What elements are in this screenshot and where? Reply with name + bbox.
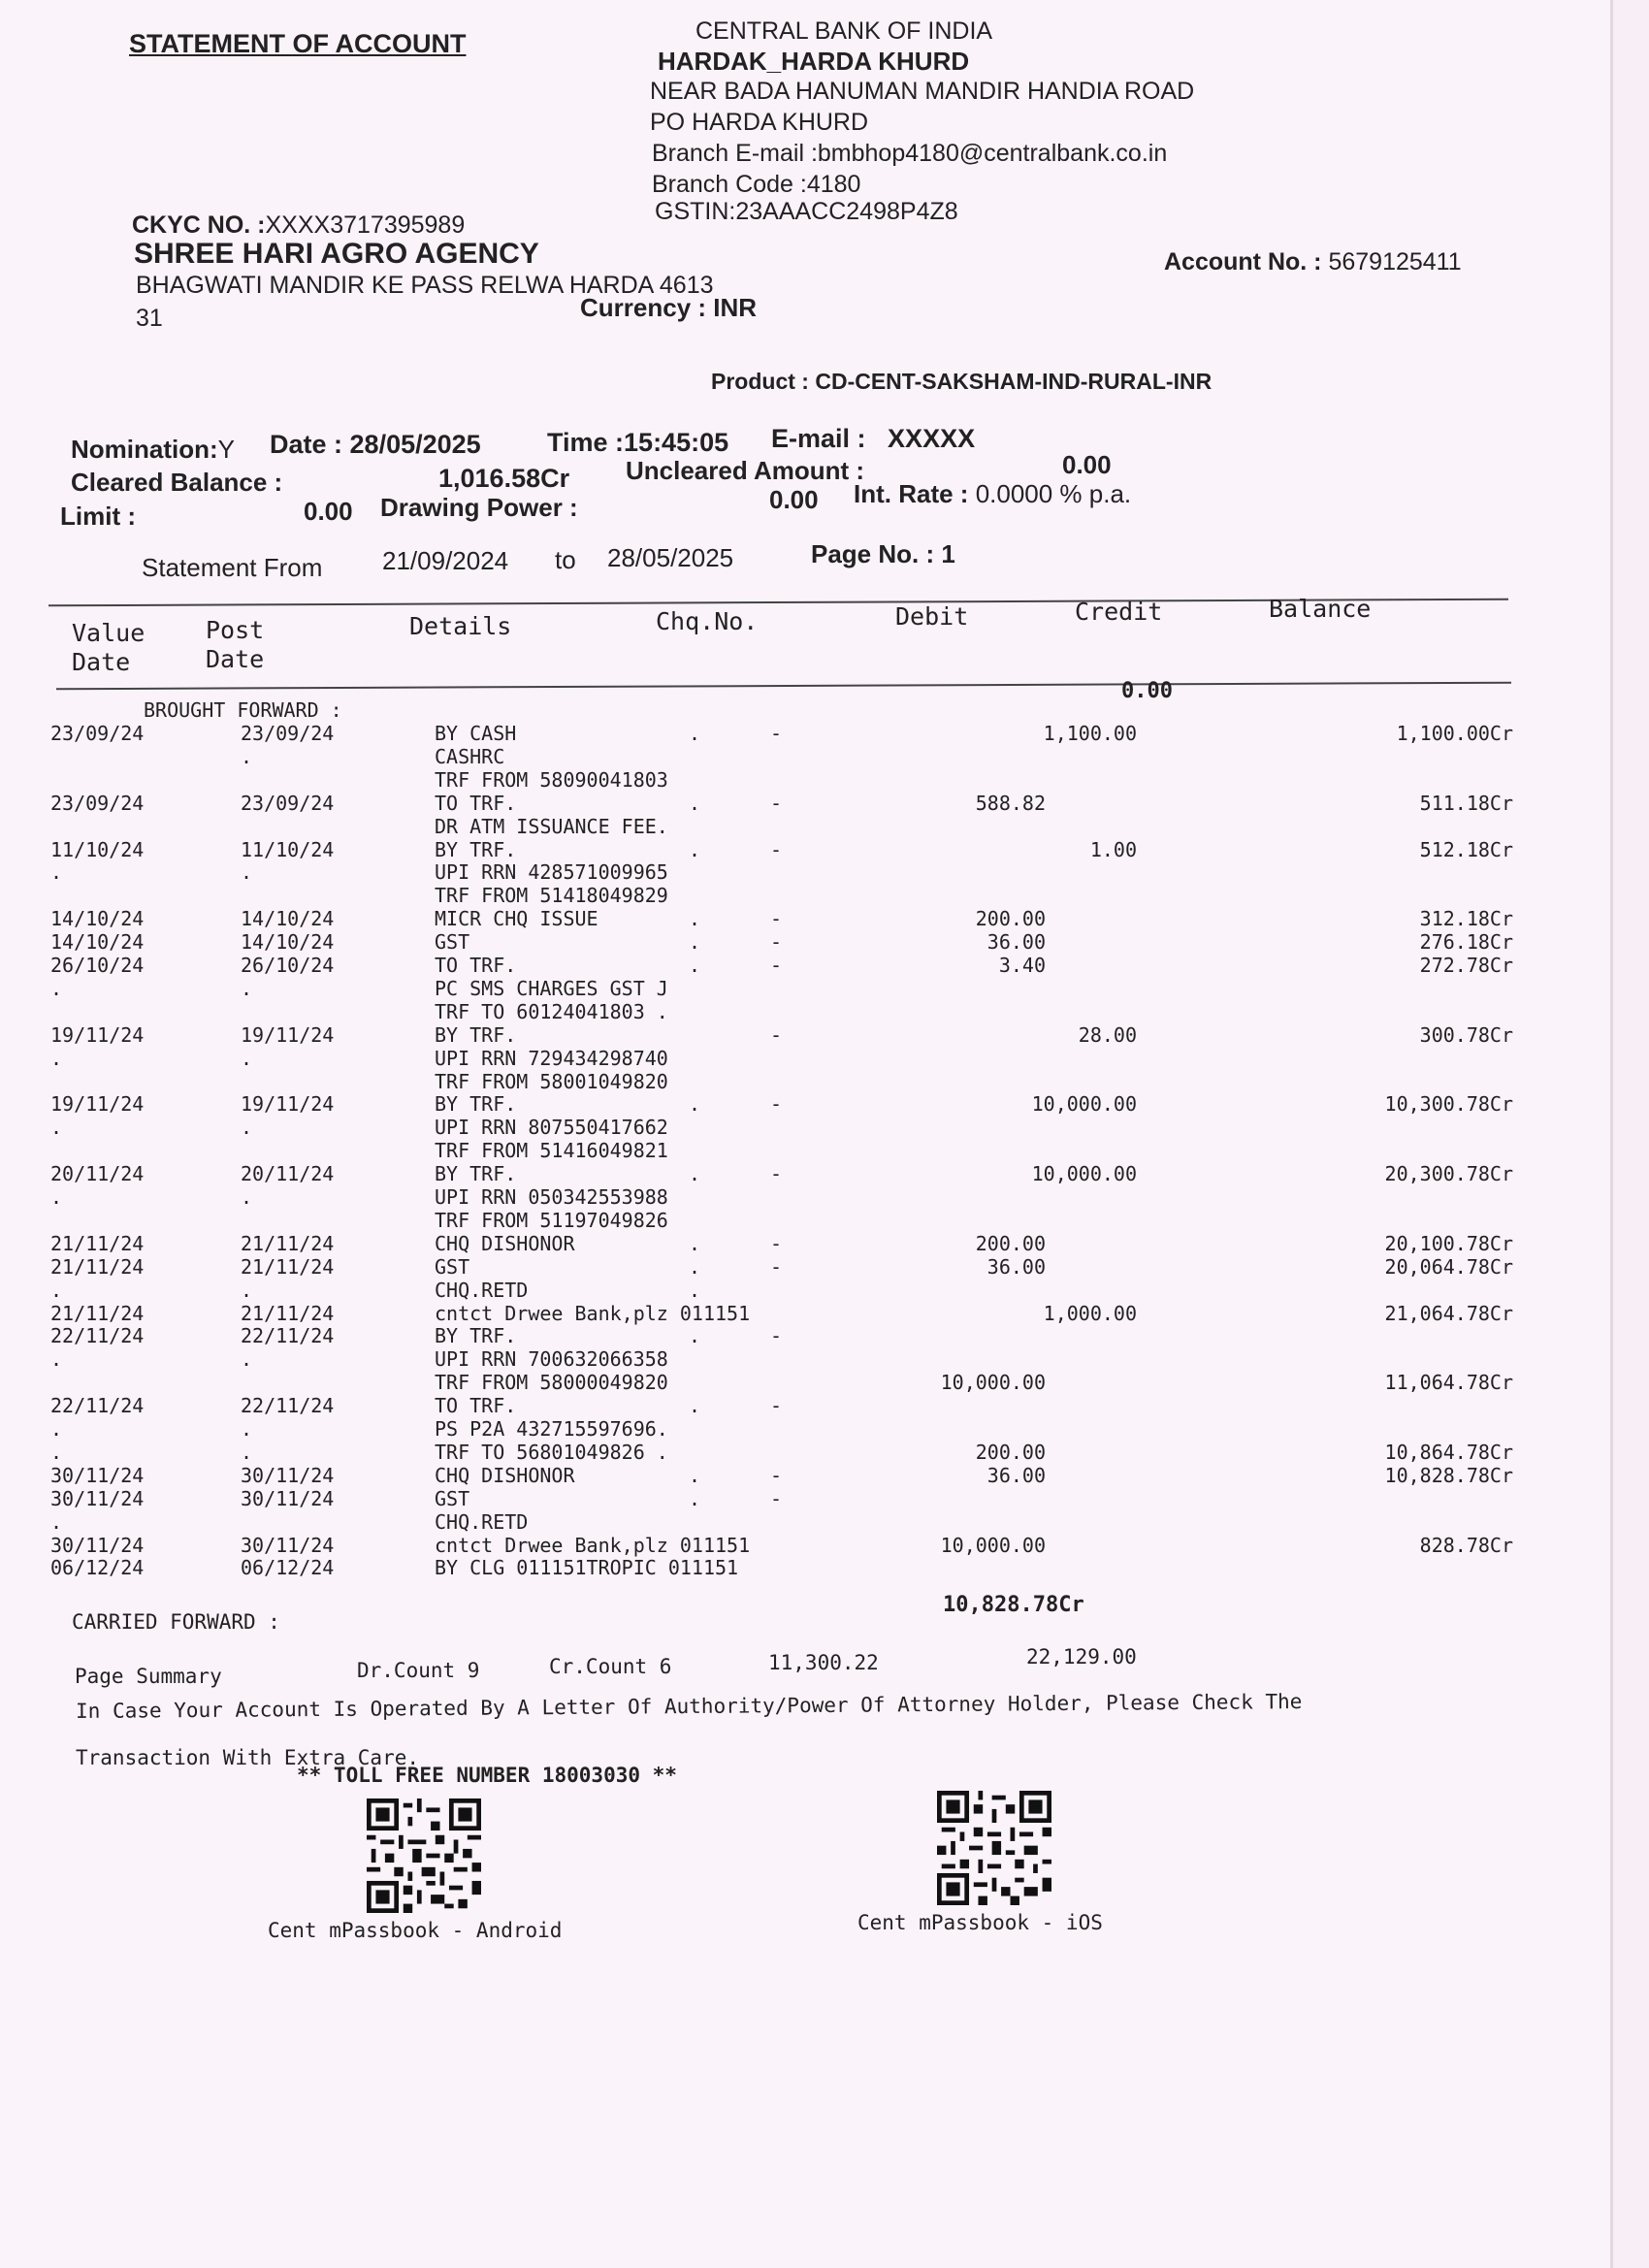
cell-value-date: 19/11/24 [50,1092,145,1117]
cell-post-date: 22/11/24 [241,1394,335,1418]
cell-details: BY TRF. [435,1324,517,1348]
cell-post-date: 14/10/24 [241,930,335,955]
cell-details: UPI RRN 729434298740 [435,1046,668,1070]
cell-value-date: 21/11/24 [50,1231,145,1255]
cell-chq-no: - [770,1092,783,1117]
cell-details: TRF FROM 51418049829 [435,884,668,908]
cell-details: cntct Drwee Bank,plz 011151 [435,1533,751,1557]
cell-details: BY TRF. [435,1092,517,1117]
table-row [0,976,1610,1000]
cell-debit: 36.00 [986,1463,1046,1487]
cell-debit: 3.40 [998,954,1046,977]
table-row [0,954,1610,977]
cell-value-date: 23/09/24 [50,722,145,745]
currency-label: Currency : [580,293,707,322]
cell-balance: 511.18Cr [1419,791,1513,815]
cell-details: TO TRF. [435,954,517,977]
cell-details: TRF TO 60124041803 . [435,999,668,1023]
col-post-date-1: Post [206,616,265,644]
cell-details: UPI RRN 050342553988 [435,1185,668,1209]
statement-to-label: to [555,545,576,574]
limit-value: 0.00 [304,497,353,526]
table-row [0,744,1610,768]
cell-value-date: 06/12/24 [50,1556,145,1580]
cell-chq-no: - [770,930,783,955]
cell-value-date: 14/10/24 [50,930,145,955]
cell-post-date: 14/10/24 [241,907,335,931]
cell-dot: . [689,1394,701,1418]
cell-details: BY TRF. [435,837,517,861]
cell-details: BY TRF. [435,1022,517,1047]
cell-chq-no: - [770,954,783,977]
cell-value-date: 30/11/24 [50,1463,145,1487]
cell-debit: 36.00 [986,1254,1046,1279]
cell-post-date: 30/11/24 [241,1533,335,1557]
notice-line-2: Transaction With Extra Care. [76,1746,420,1769]
cell-value-date: . [50,1440,63,1464]
cell-chq-no: - [770,907,783,931]
cell-balance: 312.18Cr [1419,907,1513,931]
brought-forward-label: BROUGHT FORWARD : [144,698,342,722]
table-row [0,1394,1610,1418]
product-value: CD-CENT-SAKSHAM-IND-RURAL-INR [815,369,1212,394]
cell-chq-no: - [770,1486,783,1510]
table-row [0,1092,1610,1117]
account-value: 5679125411 [1328,248,1462,275]
cell-credit: 1.00 [1089,837,1137,861]
cell-value-date: 21/11/24 [50,1301,145,1325]
qr-android-label: Cent mPassbook - Android [268,1919,563,1942]
table-row [0,1022,1610,1047]
cell-post-date: . [241,1046,253,1070]
cell-post-date: 20/11/24 [241,1162,335,1186]
email [771,424,975,454]
int-rate-value: 0.0000 % p.a. [975,479,1132,508]
cell-value-date: 21/11/24 [50,1254,145,1279]
table-row [0,1162,1610,1186]
cell-value-date: 19/11/24 [50,1022,145,1047]
cell-post-date: 30/11/24 [241,1486,335,1510]
ckyc-value: XXXX3717395989 [265,211,466,239]
qr-ios-label: Cent mPassbook - iOS [857,1911,1103,1934]
cell-balance: 10,828.78Cr [1384,1463,1513,1487]
cell-details: CHQ DISHONOR [435,1231,575,1255]
cell-balance: 11,064.78Cr [1384,1371,1513,1395]
cell-dot: . [689,954,701,977]
cell-debit: 36.00 [986,930,1046,955]
cell-dot: . [689,930,701,955]
cell-value-date: 14/10/24 [50,907,145,931]
product [711,369,1212,395]
cell-chq-no: - [770,1394,783,1418]
uncleared-amount-label: Uncleared Amount : [626,456,865,485]
date-label: Date : [270,430,343,459]
table-header-rule [56,682,1511,691]
col-debit: Debit [895,602,969,631]
table-row [0,907,1610,931]
cell-details: PC SMS CHARGES GST J [435,976,668,1000]
cell-details: TRF FROM 51197049826 [435,1208,668,1232]
cell-post-date: . [241,1278,253,1302]
cell-details: GST [435,930,470,955]
cell-credit: 10,000.00 [1031,1162,1137,1186]
cell-post-date: 11/10/24 [241,837,335,861]
cell-post-date: 19/11/24 [241,1092,335,1117]
cell-debit: 10,000.00 [940,1371,1046,1395]
cell-value-date: 22/11/24 [50,1394,145,1418]
cell-details: UPI RRN 428571009965 [435,860,668,885]
col-post-date-2: Date [206,645,265,673]
carried-forward-value: 10,828.78Cr [943,1593,1084,1617]
cell-value-date: . [50,1116,63,1140]
cell-debit: 588.82 [975,791,1046,815]
cell-details: PS P2A 432715597696. [435,1417,668,1441]
cell-value-date: 20/11/24 [50,1162,145,1186]
cell-post-date: 23/09/24 [241,791,335,815]
table-row [0,1116,1610,1140]
table-row [0,1069,1610,1093]
cell-dot: . [689,1254,701,1279]
cell-value-date: . [50,1347,63,1372]
nomination [71,435,235,465]
cell-credit: 10,000.00 [1031,1092,1137,1117]
cell-details: TRF FROM 58001049820 [435,1069,668,1093]
cleared-balance-label: Cleared Balance : [71,468,283,497]
table-row [0,1440,1610,1464]
cell-details: CHQ DISHONOR [435,1463,575,1487]
table-row [0,1231,1610,1255]
cell-credit: 1,000.00 [1043,1301,1137,1325]
bank-name: CENTRAL BANK OF INDIA [695,17,993,45]
notice-line-1: In Case Your Account Is Operated By A Letter Of Authority/Power Of Attorney Holder, Please Check The [76,1690,1303,1723]
cell-details: BY CASH [435,722,517,745]
cell-chq-no: - [770,791,783,815]
table-row [0,1324,1610,1348]
col-credit: Credit [1075,598,1163,626]
branch-name: HARDAK_HARDA KHURD [658,47,970,76]
table-row [0,1417,1610,1441]
table-row [0,1486,1610,1510]
col-value-date-2: Date [72,648,131,676]
table-row [0,1254,1610,1279]
date-value: 28/05/2025 [349,430,481,459]
branch-address-1: NEAR BADA HANUMAN MANDIR HANDIA ROAD [650,78,1195,105]
table-row [0,722,1610,745]
cell-chq-no: - [770,837,783,861]
cell-post-date: . [241,1417,253,1441]
interest-rate [854,479,1131,509]
cell-details: TRF FROM 51416049821 [435,1139,668,1163]
cell-post-date: 30/11/24 [241,1463,335,1487]
drawing-power-value: 0.00 [769,485,819,514]
cell-value-date: . [50,1509,63,1534]
cell-dot: . [689,1278,701,1302]
cell-details: TO TRF. [435,791,517,815]
currency [580,293,757,323]
cell-debit: 200.00 [975,1440,1046,1464]
cell-post-date: . [241,1185,253,1209]
branch-gstin: GSTIN:23AAACC2498P4Z8 [655,198,958,225]
cell-chq-no: - [770,1022,783,1047]
customer-address-2: 31 [136,305,163,332]
cell-post-date: . [241,976,253,1000]
statement-from-label: Statement From [142,553,323,582]
cell-post-date: . [241,1116,253,1140]
col-value-date-1: Value [72,619,146,647]
dr-count: Dr.Count 9 [357,1659,480,1682]
col-chq-no: Chq.No. [656,607,759,635]
cell-dot: . [689,1463,701,1487]
account-label: Account No. : [1164,248,1322,275]
cell-chq-no: - [770,722,783,745]
cell-details: GST [435,1486,470,1510]
cell-credit: 1,100.00 [1043,722,1137,745]
statement-date [270,430,481,460]
currency-value: INR [713,293,758,322]
branch-address-2: PO HARDA KHURD [650,109,869,136]
statement-to-date: 28/05/2025 [607,543,734,572]
cell-balance: 20,064.78Cr [1384,1254,1513,1279]
page-summary-label: Page Summary [75,1665,222,1688]
qr-code-android [367,1798,481,1913]
cell-chq-no: - [770,1324,783,1348]
table-row [0,1371,1610,1395]
cell-dot: . [689,907,701,931]
cell-balance: 1,100.00Cr [1396,722,1513,745]
cell-chq-no: - [770,1254,783,1279]
cell-dot: . [689,1324,701,1348]
carried-forward-label: CARRIED FORWARD : [72,1610,280,1634]
statement-title: STATEMENT OF ACCOUNT [129,29,467,58]
table-row [0,837,1610,861]
table-row [0,1139,1610,1163]
cell-balance: 10,864.78Cr [1384,1440,1513,1464]
cell-details: CHQ.RETD [435,1278,529,1302]
cell-post-date: . [241,1440,253,1464]
credit-total: 22,129.00 [1026,1645,1137,1669]
cell-chq-no: - [770,1231,783,1255]
cell-value-date: 22/11/24 [50,1324,145,1348]
cell-details: TRF FROM 58000049820 [435,1371,668,1395]
table-row [0,860,1610,885]
page-label: Page No. : [811,539,935,568]
cell-debit: 10,000.00 [940,1533,1046,1557]
cell-balance: 512.18Cr [1419,837,1513,861]
cell-dot: . [689,1231,701,1255]
table-row [0,1556,1610,1580]
cell-value-date: . [50,1417,63,1441]
cell-details: BY CLG 011151TROPIC 011151 [435,1556,739,1580]
cell-value-date: 11/10/24 [50,837,145,861]
table-row [0,1046,1610,1070]
page-number [811,539,955,569]
cell-post-date: 19/11/24 [241,1022,335,1047]
cell-dot: . [689,1162,701,1186]
table-row [0,1463,1610,1487]
cell-balance: 20,100.78Cr [1384,1231,1513,1255]
brought-forward-credit: 0.00 [1121,679,1173,703]
cell-details: TO TRF. [435,1394,517,1418]
cell-details: TRF TO 56801049826 . [435,1440,668,1464]
table-row [0,1208,1610,1232]
limit-label: Limit : [60,502,136,531]
cell-balance: 10,300.78Cr [1384,1092,1513,1117]
cell-post-date: 21/11/24 [241,1301,335,1325]
nomination-label: Nomination: [71,435,218,464]
cell-post-date: 06/12/24 [241,1556,335,1580]
table-row [0,791,1610,815]
cell-value-date: . [50,860,63,885]
drawing-power-label: Drawing Power : [380,493,578,522]
table-row [0,1347,1610,1372]
cell-value-date: 23/09/24 [50,791,145,815]
table-row [0,1509,1610,1534]
cell-value-date: 30/11/24 [50,1486,145,1510]
cell-dot: . [689,722,701,745]
statement-from-date: 21/09/2024 [382,546,509,575]
time-value: 15:45:05 [624,428,729,457]
cell-details: cntct Drwee Bank,plz 011151 [435,1301,751,1325]
table-row [0,1301,1610,1325]
cell-details: BY TRF. [435,1162,517,1186]
table-row [0,999,1610,1023]
uncleared-amount-value: 0.00 [1062,450,1112,479]
cell-post-date: . [241,860,253,885]
cell-value-date: . [50,976,63,1000]
cell-post-date: . [241,1347,253,1372]
table-row [0,930,1610,955]
cell-details: UPI RRN 700632066358 [435,1347,668,1372]
cell-debit: 200.00 [975,1231,1046,1255]
int-rate-label: Int. Rate : [854,479,969,508]
cell-debit: 200.00 [975,907,1046,931]
col-balance: Balance [1269,595,1372,623]
cell-balance: 20,300.78Cr [1384,1162,1513,1186]
ckyc-label: CKYC NO. : [132,211,266,239]
cell-balance: 21,064.78Cr [1384,1301,1513,1325]
cr-count: Cr.Count 6 [549,1655,672,1678]
cell-balance: 828.78Cr [1419,1533,1513,1557]
cell-details: DR ATM ISSUANCE FEE. [435,814,668,838]
cell-post-date: 26/10/24 [241,954,335,977]
cell-post-date: 21/11/24 [241,1231,335,1255]
ckyc-number [132,211,465,240]
table-row [0,767,1610,792]
email-value: XXXXX [888,424,976,453]
email-label: E-mail : [771,424,866,453]
branch-email: Branch E-mail :bmbhop4180@centralbank.co.in [652,140,1168,167]
cell-details: UPI RRN 807550417662 [435,1116,668,1140]
nomination-value: Y [217,435,235,464]
qr-code-ios-icon[interactable] [937,1791,1051,1905]
cell-balance: 272.78Cr [1419,954,1513,977]
cell-dot: . [689,1486,701,1510]
cell-dot: . [689,1092,701,1117]
qr-code-ios [937,1791,1051,1905]
toll-free-number: ** TOLL FREE NUMBER 18003030 ** [297,1764,677,1787]
cell-balance: 300.78Cr [1419,1022,1513,1047]
col-details: Details [409,612,512,640]
time-label: Time : [547,428,625,457]
cell-dot: . [689,791,701,815]
cell-value-date: . [50,1278,63,1302]
qr-code-android-icon[interactable] [367,1798,481,1913]
product-label: Product : [711,369,809,394]
cell-chq-no: - [770,1162,783,1186]
cell-balance: 276.18Cr [1419,930,1513,955]
cleared-balance-value: 1,016.58Cr [438,464,570,493]
table-row [0,884,1610,908]
cell-value-date: . [50,1185,63,1209]
table-row [0,814,1610,838]
cell-details: CHQ.RETD [435,1509,529,1534]
cell-post-date: 22/11/24 [241,1324,335,1348]
table-row [0,1278,1610,1302]
cell-dot: . [689,837,701,861]
table-row [0,1533,1610,1557]
customer-address-1: BHAGWATI MANDIR KE PASS RELWA HARDA 4613 [136,272,714,299]
cell-details: CASHRC [435,744,505,768]
table-row [0,1185,1610,1209]
cell-value-date: . [50,1046,63,1070]
cell-value-date: 30/11/24 [50,1533,145,1557]
cell-credit: 28.00 [1078,1022,1137,1047]
cell-post-date: 23/09/24 [241,722,335,745]
page-value: 1 [941,539,955,568]
account-number [1164,248,1462,276]
cell-post-date: . [241,744,253,768]
branch-code: Branch Code :4180 [652,171,861,198]
customer-name: SHREE HARI AGRO AGENCY [134,238,539,270]
cell-post-date: 21/11/24 [241,1254,335,1279]
cell-chq-no: - [770,1463,783,1487]
cell-value-date: 26/10/24 [50,954,145,977]
cell-details: MICR CHQ ISSUE [435,907,598,931]
debit-total: 11,300.22 [768,1651,879,1674]
cell-details: TRF FROM 58090041803 [435,767,668,792]
statement-time [547,428,728,458]
cell-details: GST [435,1254,470,1279]
